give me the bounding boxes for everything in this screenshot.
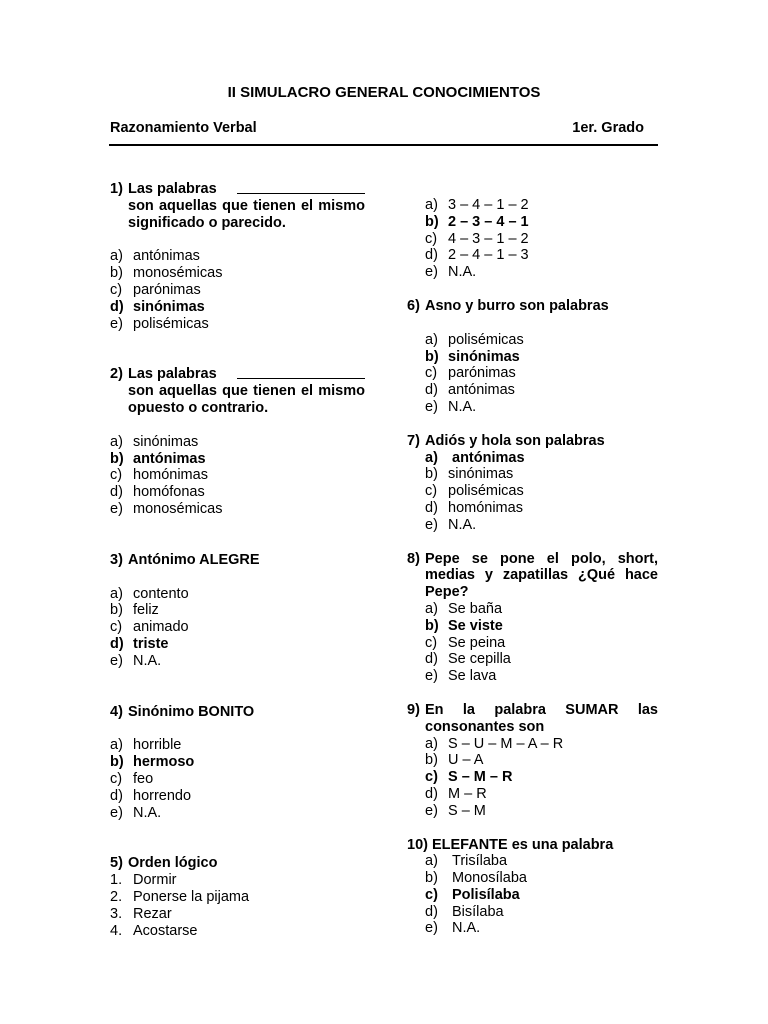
option [110, 805, 365, 822]
answer-blank [237, 181, 365, 194]
option-letter: a) [425, 600, 438, 617]
option-text: 2 – 4 – 1 – 3 [448, 247, 529, 264]
option-letter: b) [110, 450, 124, 467]
option [425, 853, 658, 870]
option-text: Se baña [448, 600, 503, 617]
option-letter: a) [110, 433, 123, 450]
option-text: monosémicas [133, 500, 223, 517]
option [425, 803, 658, 820]
option-letter: e) [110, 315, 123, 332]
option [425, 365, 658, 382]
question-text: Sinónimo BONITO [128, 703, 255, 720]
option [425, 736, 658, 753]
order-item [110, 889, 365, 906]
option [425, 264, 658, 281]
option-list [110, 586, 365, 670]
option [425, 332, 658, 349]
page-title: II SIMULACRO GENERAL CONOCIMIENTOS [227, 84, 541, 101]
option-letter: d) [110, 298, 124, 315]
option-letter: d) [425, 785, 438, 802]
order-item-text: Acostarse [133, 922, 198, 939]
question-2 [110, 366, 365, 517]
option-letter: c) [425, 483, 438, 500]
question-number: 5) [110, 855, 123, 872]
subject-label: Razonamiento Verbal [110, 120, 257, 136]
question-6 [407, 298, 658, 416]
order-item-text: Rezar [133, 905, 172, 922]
option [425, 247, 658, 264]
option [425, 920, 658, 937]
question-text-part-b: son aquellas que tienen el mismo opuesto o contrario. [128, 383, 365, 416]
option-text: Se peina [448, 634, 506, 651]
option-correct [425, 214, 658, 231]
option-text: S – M [448, 802, 486, 819]
option-correct [110, 299, 365, 316]
option-letter: c) [110, 770, 123, 787]
option-list [425, 197, 658, 281]
option-text: polisémicas [448, 331, 524, 348]
option-letter: a) [110, 585, 123, 602]
question-7 [407, 433, 658, 534]
option [425, 517, 658, 534]
order-item [110, 923, 365, 940]
order-item-number: 4. [110, 922, 123, 939]
option [425, 500, 658, 517]
option-correct [425, 887, 658, 904]
option-letter: b) [425, 617, 439, 634]
option-letter: a) [425, 331, 438, 348]
option [425, 197, 658, 214]
question-text [128, 366, 365, 416]
option-text: Se viste [448, 617, 503, 634]
option-letter: e) [425, 802, 438, 819]
option [425, 466, 658, 483]
option-letter: a) [425, 197, 438, 213]
option-correct [425, 349, 658, 366]
option-text: N.A. [452, 920, 481, 937]
option-text: M – R [448, 785, 487, 802]
option-text: antónimas [133, 248, 200, 265]
option-correct [110, 754, 365, 771]
option-text: parónimas [448, 365, 516, 382]
option-letter: b) [110, 602, 123, 619]
option [425, 786, 658, 803]
question-number: 10) [407, 836, 428, 853]
option-text: S – M – R [448, 769, 513, 786]
option-text: triste [133, 635, 169, 652]
option-text: polisémicas [448, 483, 524, 500]
order-item-number: 3. [110, 905, 123, 922]
question-number: 3) [110, 551, 123, 568]
option-text: Se cepilla [448, 651, 511, 668]
option-letter: e) [425, 264, 438, 281]
option-letter: c) [110, 281, 123, 298]
option [110, 653, 365, 670]
option-letter: b) [110, 754, 124, 771]
option [425, 483, 658, 500]
option-list [110, 248, 365, 332]
order-item-text: Dormir [133, 872, 177, 889]
question-text-part-b: son aquellas que tienen el mismo significado o parecido. [128, 197, 365, 231]
question-text: Adiós y hola son palabras [425, 432, 605, 449]
right-column [407, 197, 658, 937]
option [110, 586, 365, 603]
option-text: N.A. [448, 398, 477, 415]
option-text: antónimas [133, 450, 206, 467]
option-correct [110, 451, 365, 468]
option-letter: a) [425, 735, 438, 752]
question-number: 8) [407, 550, 420, 567]
option-letter: d) [110, 484, 123, 501]
option-text: U – A [448, 752, 484, 769]
option-text: animado [133, 619, 189, 636]
question-4 [110, 704, 365, 822]
question-text: Antónimo ALEGRE [128, 551, 260, 568]
option [110, 265, 365, 282]
option-text: polisémicas [133, 315, 209, 332]
option-list [425, 601, 658, 685]
option-letter: c) [425, 769, 438, 786]
option [425, 399, 658, 416]
header-divider [109, 144, 658, 146]
option-text: sinónimas [133, 433, 199, 450]
order-item [110, 872, 365, 889]
question-text-part-a: Las palabras [128, 366, 217, 383]
order-item [110, 906, 365, 923]
option-letter: a) [425, 853, 438, 870]
option-text: S – U – M – A – R [448, 735, 564, 752]
option-letter: a) [425, 449, 438, 466]
question-1 [110, 181, 365, 332]
question-5 [110, 855, 365, 939]
option-correct [425, 769, 658, 786]
question-8 [407, 551, 658, 685]
option-text: homófonas [133, 484, 205, 501]
option [425, 231, 658, 248]
order-item-text: Ponerse la pijama [133, 888, 250, 905]
question-number: 2) [110, 366, 123, 383]
option-correct [425, 450, 658, 467]
option-text: hermoso [133, 754, 195, 771]
option-text: contento [133, 585, 189, 602]
option [425, 651, 658, 668]
question-text: Orden lógico [128, 855, 218, 872]
option [425, 668, 658, 685]
option [425, 635, 658, 652]
option-letter: c) [425, 634, 438, 651]
option-text: homónimas [133, 467, 208, 484]
option [110, 434, 365, 451]
option-letter: a) [110, 248, 123, 265]
option-text: N.A. [133, 652, 162, 669]
option-list [425, 332, 658, 416]
order-item-number: 1. [110, 872, 123, 889]
option-text: Monosílaba [452, 870, 527, 887]
option-letter: d) [110, 787, 123, 804]
option-letter: d) [425, 903, 438, 920]
option [110, 602, 365, 619]
option-list [110, 737, 365, 821]
option-letter: d) [425, 247, 438, 264]
order-item-list [110, 872, 365, 939]
option-text: antónimas [448, 382, 515, 399]
question-number: 6) [407, 297, 420, 314]
option [110, 248, 365, 265]
option-letter: e) [425, 398, 438, 415]
option-letter: e) [425, 516, 438, 533]
option-list [425, 450, 658, 534]
question-10 [407, 837, 658, 938]
option-text: N.A. [448, 516, 477, 533]
option [425, 382, 658, 399]
question-number: 4) [110, 703, 123, 720]
option-text: monosémicas [133, 265, 223, 282]
option-letter: c) [425, 230, 438, 247]
option [110, 316, 365, 333]
option-list [110, 434, 365, 518]
option [110, 282, 365, 299]
option-text: feliz [133, 602, 159, 619]
question-9 [407, 702, 658, 820]
option-letter: b) [425, 213, 439, 230]
option-correct [110, 636, 365, 653]
option-text: sinónimas [448, 348, 520, 365]
option [110, 619, 365, 636]
option-text: 3 – 4 – 1 – 2 [448, 197, 529, 213]
option-letter: b) [425, 870, 438, 887]
option-text: feo [133, 770, 154, 787]
option-text: N.A. [448, 264, 477, 281]
option-letter: b) [425, 466, 438, 483]
option [110, 771, 365, 788]
option-list [425, 853, 658, 937]
option-letter: c) [110, 619, 123, 636]
question-text: En la palabra SUMAR las consonantes son [425, 701, 658, 735]
question-text-part-a: Las palabras [128, 181, 217, 197]
question-number: 7) [407, 432, 420, 449]
option-letter: d) [425, 382, 438, 399]
question-text [128, 181, 365, 231]
answer-blank [237, 366, 365, 379]
option [110, 501, 365, 518]
option-correct [425, 618, 658, 635]
option-text: 4 – 3 – 1 – 2 [448, 230, 529, 247]
option-text: Bisílaba [452, 903, 504, 920]
option-letter: c) [425, 886, 438, 903]
grade-label: 1er. Grado [572, 120, 644, 136]
option-text: antónimas [452, 449, 525, 466]
option-letter: d) [425, 499, 438, 516]
option [110, 467, 365, 484]
option-text: Polisílaba [452, 886, 520, 903]
option-text: sinónimas [448, 466, 514, 483]
option-letter: e) [425, 668, 438, 685]
question-3 [110, 552, 365, 670]
question-text: Asno y burro son palabras [425, 297, 609, 314]
option [425, 904, 658, 921]
option-letter: e) [110, 804, 123, 821]
option-letter: e) [425, 920, 438, 937]
option-letter: c) [425, 365, 438, 382]
option [110, 484, 365, 501]
option-text: horrible [133, 737, 182, 754]
option-letter: d) [110, 635, 124, 652]
option-text: 2 – 3 – 4 – 1 [448, 213, 529, 230]
option [110, 788, 365, 805]
option-letter: a) [110, 737, 123, 754]
option-text: sinónimas [133, 298, 205, 315]
option-letter: d) [425, 651, 438, 668]
question-text: Pepe se pone el polo, short, medias y zapatillas ¿Qué hace Pepe? [425, 550, 658, 601]
option [425, 870, 658, 887]
option [425, 752, 658, 769]
option-text: N.A. [133, 804, 162, 821]
option-list [425, 736, 658, 820]
left-column [110, 181, 365, 939]
option [425, 601, 658, 618]
order-item-number: 2. [110, 888, 123, 905]
option-letter: e) [110, 500, 123, 517]
option-text: parónimas [133, 281, 201, 298]
option-text: homónimas [448, 499, 523, 516]
option [110, 737, 365, 754]
option-letter: b) [110, 265, 123, 282]
question-number: 1) [110, 181, 123, 197]
option-text: Trisílaba [452, 853, 508, 870]
option-letter: b) [425, 348, 439, 365]
question-text: ELEFANTE es una palabra [431, 836, 614, 853]
option-letter: c) [110, 467, 123, 484]
option-letter: e) [110, 652, 123, 669]
option-letter: b) [425, 752, 438, 769]
question-number: 9) [407, 701, 420, 718]
option-text: horrendo [133, 787, 192, 804]
option-text: Se lava [448, 668, 497, 685]
